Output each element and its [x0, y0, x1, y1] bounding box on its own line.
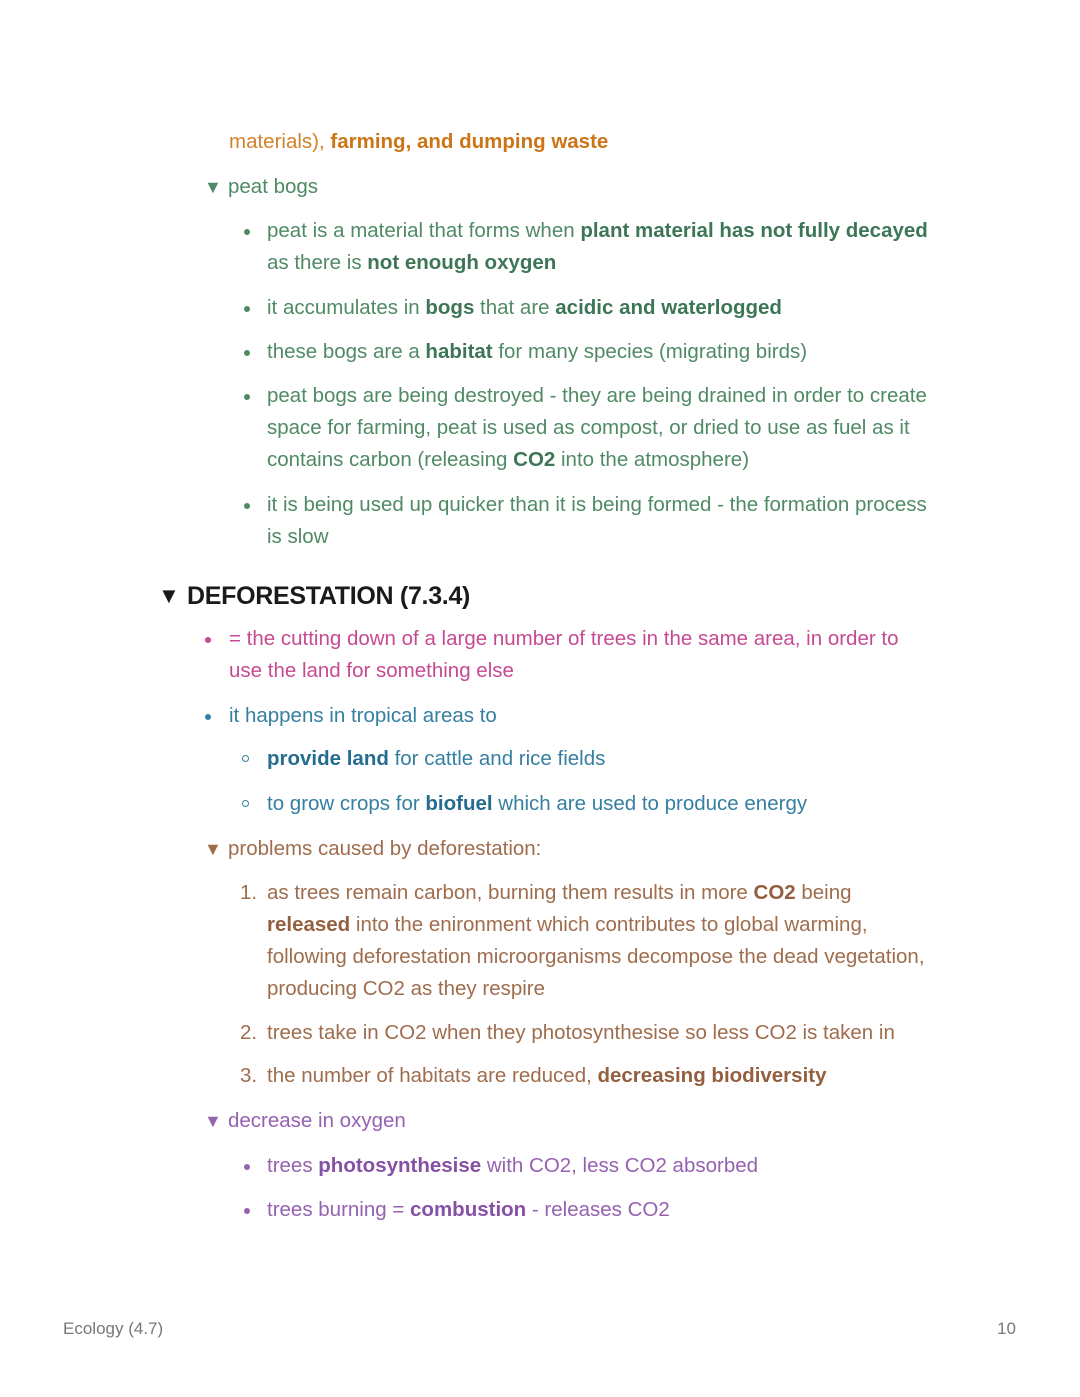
peat-bullet-2 [267, 292, 782, 324]
text: as there is [267, 251, 368, 274]
footer-title: Ecology (4.7) [63, 1319, 164, 1338]
text: which are used to produce energy [492, 792, 808, 815]
text: = the cutting down of a large number of trees in the same area, in order to [229, 627, 899, 650]
sub-bullet-icon [242, 755, 249, 762]
tropical-bullet: it happens in tropical areas to [229, 704, 497, 727]
text: trees [267, 1154, 319, 1177]
text: as trees remain carbon, burning them results in more [267, 881, 754, 904]
bold-text: bogs [425, 296, 475, 319]
text: being [795, 881, 852, 904]
peat-bullet-5 [267, 489, 927, 553]
bullet-icon [244, 350, 250, 356]
bold-text: decreasing biodiversity [597, 1064, 827, 1087]
text: with CO2, less CO2 absorbed [481, 1154, 759, 1177]
definition-bullet [229, 623, 898, 687]
page-number: 10 [997, 1319, 1016, 1338]
text: use the land for something else [229, 659, 514, 682]
text: into the atmosphere) [555, 448, 750, 471]
bullet-icon [205, 637, 211, 643]
bold-text: not enough oxygen [367, 251, 557, 274]
bold-text: biofuel [425, 792, 493, 815]
peat-toggle-icon[interactable]: ▼ [204, 177, 222, 197]
sub-bullet-icon [242, 800, 249, 807]
continuation-bold: farming, and dumping waste [330, 130, 609, 153]
peat-bullet-1 [267, 215, 928, 279]
bullet-icon [205, 714, 211, 720]
list-number: 2. [240, 1021, 258, 1044]
text: it is being used up quicker than it is being formed - the formation process [267, 493, 927, 516]
text: peat bogs are being destroyed - they are being drained in order to create [267, 384, 927, 407]
bold-text: plant material has not fully decayed [580, 219, 928, 242]
text: to grow crops for [267, 792, 426, 815]
list-number: 3. [240, 1064, 258, 1087]
tropical-sub-1 [267, 743, 605, 775]
text: these bogs are a [267, 340, 426, 363]
text: is slow [267, 525, 329, 548]
bold-text: habitat [425, 340, 493, 363]
list-number: 1. [240, 881, 258, 904]
oxygen-bullet-2 [267, 1194, 670, 1226]
bullet-icon [244, 394, 250, 400]
peat-bullet-3 [267, 336, 807, 368]
bold-text: released [267, 913, 351, 936]
bold-text: CO2 [513, 448, 556, 471]
text: that are [474, 296, 556, 319]
text: - releases CO2 [526, 1198, 670, 1221]
tropical-sub-2 [267, 788, 807, 820]
text: the number of habitats are reduced, [267, 1064, 598, 1087]
text: space for farming, peat is used as compost, or dried to use as fuel as it [267, 416, 910, 439]
continuation-text: materials), [229, 130, 331, 153]
text: following deforestation microorganisms decompose the dead vegetation, [267, 945, 925, 968]
bold-text: CO2 [753, 881, 796, 904]
peat-title: peat bogs [228, 175, 319, 198]
bullet-icon [244, 229, 250, 235]
text: producing CO2 as they respire [267, 977, 546, 1000]
bold-text: photosynthesise [318, 1154, 482, 1177]
problems-toggle-icon[interactable]: ▼ [204, 839, 222, 859]
bullet-icon [244, 1164, 250, 1170]
problem-2: trees take in CO2 when they photosynthesise so less CO2 is taken in [267, 1021, 895, 1044]
continuation-line [229, 126, 608, 158]
text: trees burning = [267, 1198, 411, 1221]
text: peat is a material that forms when [267, 219, 581, 242]
bold-text: provide land [267, 747, 389, 770]
bullet-icon [244, 306, 250, 312]
oxygen-toggle-icon[interactable]: ▼ [204, 1111, 222, 1131]
deforestation-toggle-icon[interactable]: ▼ [158, 583, 180, 608]
text: it accumulates in [267, 296, 426, 319]
peat-bullet-4 [267, 380, 927, 476]
text: for cattle and rice fields [388, 747, 606, 770]
text: into the enironment which contributes to global warming, [350, 913, 868, 936]
bold-text: acidic and waterlogged [555, 296, 782, 319]
text: for many species (migrating birds) [492, 340, 808, 363]
oxygen-title: decrease in oxygen [228, 1109, 406, 1132]
problem-3 [267, 1060, 827, 1092]
problems-title: problems caused by deforestation: [228, 837, 542, 860]
bold-text: combustion [410, 1198, 527, 1221]
bullet-icon [244, 1208, 250, 1214]
text: contains carbon (releasing [267, 448, 514, 471]
bullet-icon [244, 503, 250, 509]
problem-1 [267, 877, 925, 1005]
oxygen-bullet-1 [267, 1150, 758, 1182]
deforestation-heading: DEFORESTATION (7.3.4) [187, 582, 471, 610]
